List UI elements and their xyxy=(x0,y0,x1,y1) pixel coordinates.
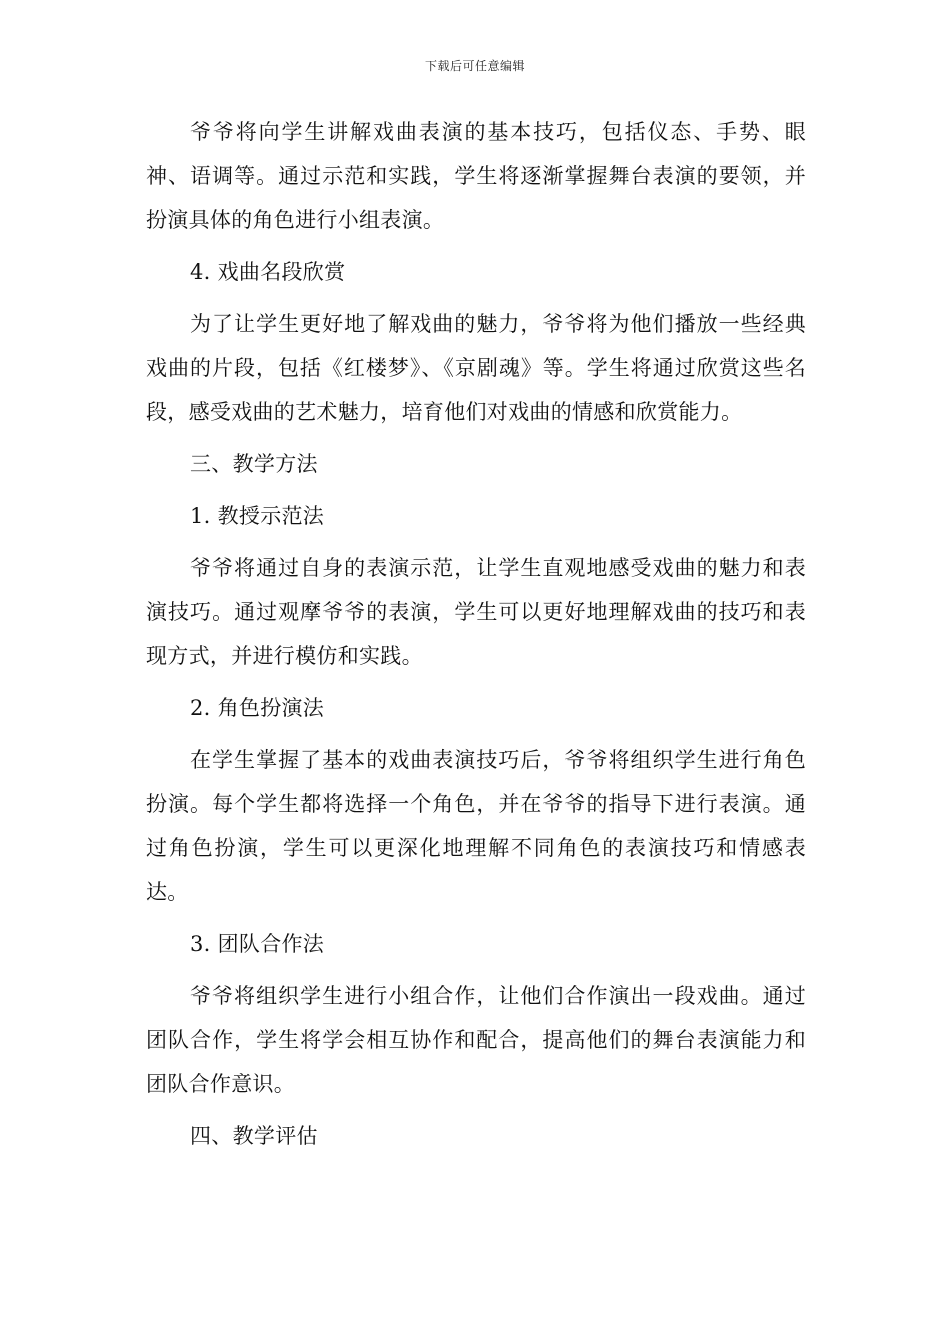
page-header-note: 下载后可任意编辑 xyxy=(424,59,525,73)
paragraph-skills: 爷爷将向学生讲解戏曲表演的基本技巧，包括仪态、手势、眼神、语调等。通过示范和实践，学生将逐渐掌握舞台表演的要领，并扮演具体的角色进行小组表演。 xyxy=(146,120,806,232)
spacer xyxy=(146,1106,806,1114)
paragraph-demonstration: 爷爷将通过自身的表演示范，让学生直观地感受戏曲的魅力和表演技巧。通过观摩爷爷的表演，学生可以更好地理解戏曲的技巧和表现方式，并进行模仿和实践。 xyxy=(146,556,806,668)
spacer xyxy=(146,294,806,302)
paragraph-role-play: 在学生掌握了基本的戏曲表演技巧后，爷爷将组织学生进行角色扮演。每个学生都将选择一个角色，并在爷爷的指导下进行表演。通过角色扮演，学生可以更深化地理解不同角色的表演技巧和情感表达。 xyxy=(146,748,806,904)
spacer xyxy=(146,538,806,546)
heading-teaching-methods: 三、教学方法 xyxy=(190,452,318,476)
spacer xyxy=(146,678,806,686)
spacer xyxy=(146,914,806,922)
heading-teaching-evaluation: 四、教学评估 xyxy=(190,1124,318,1148)
heading-famous-excerpts: 4. 戏曲名段欣赏 xyxy=(190,260,346,284)
spacer xyxy=(146,966,806,974)
spacer xyxy=(146,486,806,494)
document-body xyxy=(146,110,806,1158)
paragraph-excerpts: 为了让学生更好地了解戏曲的魅力，爷爷将为他们播放一些经典戏曲的片段，包括《红楼梦》、《京剧魂》等。学生将通过欣赏这些名段，感受戏曲的艺术魅力，培育他们对戏曲的情感和欣赏能力。 xyxy=(146,312,806,424)
heading-role-play-method: 2. 角色扮演法 xyxy=(190,696,325,720)
heading-demonstration-method: 1. 教授示范法 xyxy=(190,504,325,528)
spacer xyxy=(146,242,806,250)
paragraph-teamwork: 爷爷将组织学生进行小组合作，让他们合作演出一段戏曲。通过团队合作，学生将学会相互协作和配合，提高他们的舞台表演能力和团队合作意识。 xyxy=(146,984,806,1096)
heading-teamwork-method: 3. 团队合作法 xyxy=(190,932,325,956)
spacer xyxy=(146,730,806,738)
spacer xyxy=(146,434,806,442)
